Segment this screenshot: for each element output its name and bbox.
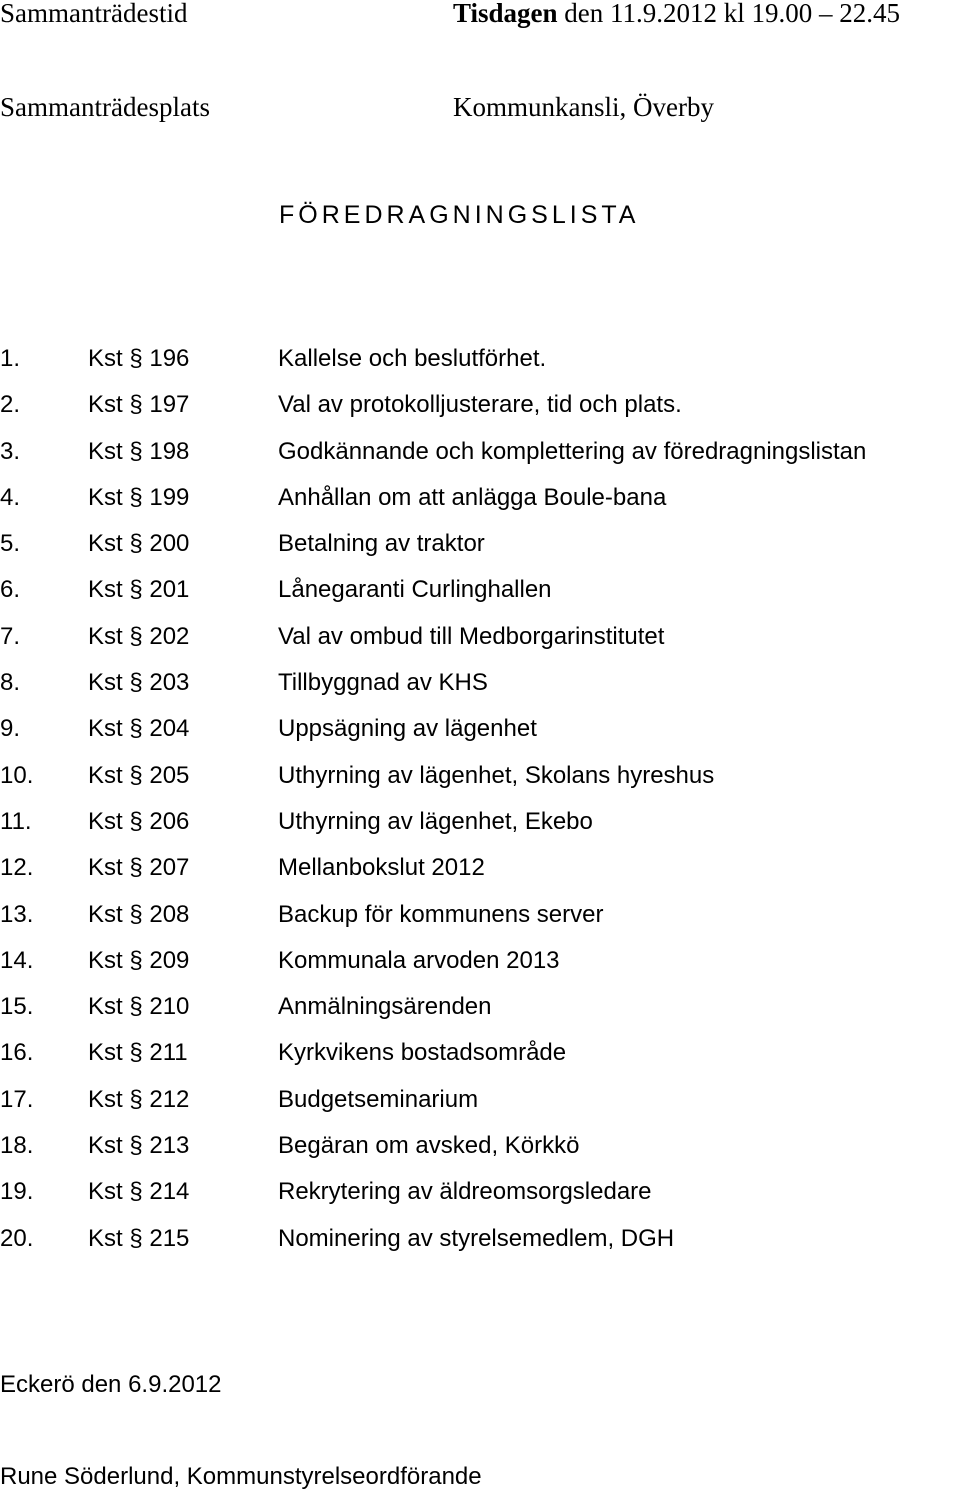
agenda-item <box>0 573 960 619</box>
agenda-item-title: Anhållan om att anlägga Boule-bana <box>278 483 667 511</box>
meeting-time-label: Sammanträdestid <box>0 0 188 28</box>
agenda-item-number: 5. <box>0 530 21 558</box>
agenda-item-title: Lånegaranti Curlinghallen <box>278 576 552 604</box>
agenda-item-reference: Kst § 209 <box>88 946 190 974</box>
agenda-item-reference: Kst § 204 <box>88 715 190 743</box>
agenda-item-number: 4. <box>0 483 21 511</box>
agenda-item <box>0 1175 960 1221</box>
agenda-item-number: 10. <box>0 761 34 789</box>
agenda-item-number: 11. <box>0 807 32 835</box>
agenda-item <box>0 435 960 481</box>
agenda-item-number: 18. <box>0 1132 34 1160</box>
agenda-item <box>0 805 960 851</box>
agenda-item-reference: Kst § 201 <box>88 576 190 604</box>
agenda-item <box>0 851 960 897</box>
agenda-item-number: 17. <box>0 1085 34 1113</box>
meeting-place-value: Kommunkansli, Överby <box>453 92 714 122</box>
agenda-item-title: Kallelse och beslutförhet. <box>278 345 547 372</box>
agenda-item-reference: Kst § 212 <box>88 1085 190 1113</box>
meeting-time-value <box>453 0 900 27</box>
agenda-item-reference: Kst § 205 <box>88 761 190 789</box>
agenda-item-title: Tillbyggnad av KHS <box>278 669 488 697</box>
agenda-item <box>0 666 960 712</box>
agenda-item <box>0 1222 960 1268</box>
place-and-date: Eckerö den 6.9.2012 <box>0 1371 222 1398</box>
meeting-datetime: den 11.9.2012 kl 19.00 – 22.45 <box>557 0 901 28</box>
agenda-item <box>0 1129 960 1175</box>
agenda-item-reference: Kst § 208 <box>88 900 190 928</box>
agenda-item-reference: Kst § 211 <box>88 1039 188 1067</box>
agenda-item-title: Nominering av styrelsemedlem, DGH <box>278 1224 675 1252</box>
agenda-item-reference: Kst § 213 <box>88 1132 190 1160</box>
meeting-place-label: Sammanträdesplats <box>0 92 210 122</box>
agenda-item-title: Betalning av traktor <box>278 530 485 558</box>
agenda-item-reference: Kst § 200 <box>88 530 190 558</box>
agenda-item-number: 13. <box>0 900 34 928</box>
agenda-item-number: 1. <box>0 345 21 372</box>
agenda-item-number: 15. <box>0 993 34 1021</box>
agenda-item-title: Backup för kommunens server <box>278 900 604 928</box>
agenda-item <box>0 759 960 805</box>
agenda-item-number: 19. <box>0 1178 34 1206</box>
agenda-item <box>0 1036 960 1082</box>
agenda-item <box>0 944 960 990</box>
agenda-item-reference: Kst § 206 <box>88 807 190 835</box>
agenda-item <box>0 342 960 388</box>
signature: Rune Söderlund, Kommunstyrelseordförande <box>0 1463 482 1490</box>
agenda-item <box>0 1083 960 1129</box>
agenda-item-title: Mellanbokslut 2012 <box>278 854 485 882</box>
agenda-list <box>0 342 960 1268</box>
agenda-item-number: 6. <box>0 576 21 604</box>
agenda-item <box>0 388 960 434</box>
agenda-item-title: Uthyrning av lägenhet, Skolans hyreshus <box>278 761 715 789</box>
agenda-item-number: 2. <box>0 391 21 419</box>
agenda-item-title: Begäran om avsked, Körkkö <box>278 1132 580 1160</box>
agenda-item-title: Val av ombud till Medborgarinstitutet <box>278 622 665 650</box>
agenda-item-reference: Kst § 197 <box>88 391 190 419</box>
agenda-item-number: 3. <box>0 437 21 465</box>
agenda-item-number: 16. <box>0 1039 34 1067</box>
agenda-item <box>0 898 960 944</box>
agenda-item-reference: Kst § 203 <box>88 669 190 697</box>
agenda-item-reference: Kst § 214 <box>88 1178 190 1206</box>
agenda-item-number: 12. <box>0 854 34 882</box>
agenda-item-title: Godkännande och komplettering av föredragningslistan <box>278 437 867 465</box>
agenda-item-reference: Kst § 210 <box>88 993 190 1021</box>
agenda-item-number: 7. <box>0 622 21 650</box>
agenda-item-number: 9. <box>0 715 21 743</box>
agenda-item-reference: Kst § 207 <box>88 854 190 882</box>
agenda-item-reference: Kst § 202 <box>88 622 190 650</box>
agenda-item-number: 8. <box>0 669 21 697</box>
agenda-item-number: 14. <box>0 946 34 974</box>
agenda-item-title: Kyrkvikens bostadsområde <box>278 1039 567 1067</box>
agenda-item <box>0 527 960 573</box>
agenda-item-title: Uthyrning av lägenhet, Ekebo <box>278 807 593 835</box>
agenda-item <box>0 481 960 527</box>
agenda-item-title: Budgetseminarium <box>278 1085 479 1113</box>
agenda-item-reference: Kst § 215 <box>88 1224 190 1252</box>
document-title: FÖREDRAGNINGSLISTA <box>279 201 640 229</box>
agenda-item <box>0 712 960 758</box>
agenda-item-title: Uppsägning av lägenhet <box>278 715 537 743</box>
agenda-item-title: Kommunala arvoden 2013 <box>278 946 560 974</box>
agenda-item-reference: Kst § 198 <box>88 437 190 465</box>
meeting-weekday: Tisdagen <box>453 0 558 28</box>
agenda-item-title: Rekrytering av äldreomsorgsledare <box>278 1178 652 1206</box>
agenda-item-title: Val av protokolljusterare, tid och plats. <box>278 391 682 419</box>
agenda-item <box>0 620 960 666</box>
agenda-item-number: 20. <box>0 1224 34 1252</box>
agenda-item <box>0 990 960 1036</box>
agenda-item-title: Anmälningsärenden <box>278 993 492 1021</box>
agenda-item-reference: Kst § 196 <box>88 345 190 372</box>
agenda-item-reference: Kst § 199 <box>88 483 190 511</box>
